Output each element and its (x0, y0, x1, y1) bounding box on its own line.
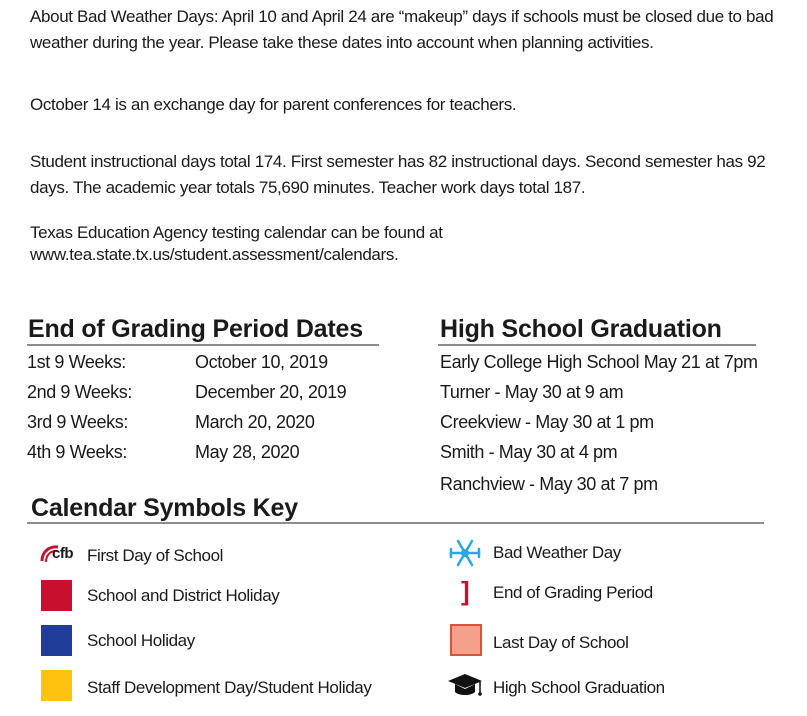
symbols-key-title: Calendar Symbols Key (31, 494, 298, 522)
graduation-item: Smith - May 30 at 4 pm (440, 442, 618, 462)
school-holiday-label: School Holiday (87, 631, 195, 650)
grading-period-date: October 10, 2019 (195, 352, 328, 372)
grading-period-date: December 20, 2019 (195, 382, 347, 402)
grading-period-date: May 28, 2020 (195, 442, 300, 462)
grading-period-label: 1st 9 Weeks: (27, 352, 126, 372)
graduation-label: High School Graduation (493, 678, 665, 697)
exchange-day-note: October 14 is an exchange day for parent conferences for teachers. (30, 95, 517, 114)
grading-title-divider (27, 344, 379, 346)
cfb-logo-icon (38, 543, 82, 565)
tea-note-link[interactable]: www.tea.state.tx.us/student.assessment/calendars. (30, 245, 399, 264)
graduation-item: Ranchview - May 30 at 7 pm (440, 474, 658, 494)
tea-note-line1: Texas Education Agency testing calendar can be found at (30, 223, 443, 242)
grading-period-date: March 20, 2020 (195, 412, 315, 432)
district-holiday-label: School and District Holiday (87, 586, 280, 605)
instructional-days-line2: days. The academic year totals 75,690 minutes. Teacher work days total 187. (30, 178, 586, 197)
graduation-item: Turner - May 30 at 9 am (440, 382, 624, 402)
staff-development-swatch (41, 670, 72, 701)
first-day-label: First Day of School (87, 546, 224, 565)
bad-weather-note-line1: About Bad Weather Days: April 10 and April 24 are “makeup” days if schools must be closed due to bad (30, 7, 774, 26)
staff-development-label: Staff Development Day/Student Holiday (87, 678, 372, 697)
grading-period-label: 4th 9 Weeks: (27, 442, 127, 462)
graduation-item: Early College High School May 21 at 7pm (440, 352, 758, 372)
cfb-logo-text: cfb (52, 545, 73, 562)
last-day-label: Last Day of School (493, 633, 629, 652)
snowflake-icon (448, 538, 482, 568)
instructional-days-line1: Student instructional days total 174. First semester has 82 instructional days. Second semester has 92 (30, 152, 766, 171)
graduation-cap-icon (447, 671, 483, 699)
grading-section-title: End of Grading Period Dates (28, 315, 363, 343)
graduation-title-divider (438, 344, 756, 346)
graduation-item: Creekview - May 30 at 1 pm (440, 412, 654, 432)
graduation-section-title: High School Graduation (440, 315, 722, 343)
bad-weather-label: Bad Weather Day (493, 543, 621, 562)
bad-weather-note-line2: weather during the year. Please take these dates into account when planning activities. (30, 33, 654, 52)
school-holiday-swatch (41, 625, 72, 656)
end-grading-label: End of Grading Period (493, 583, 653, 602)
bracket-icon: ] (461, 576, 470, 606)
district-holiday-swatch (41, 580, 72, 611)
symbols-key-divider (27, 522, 764, 524)
grading-period-label: 3rd 9 Weeks: (27, 412, 128, 432)
last-day-swatch (450, 624, 482, 656)
grading-period-label: 2nd 9 Weeks: (27, 382, 132, 402)
